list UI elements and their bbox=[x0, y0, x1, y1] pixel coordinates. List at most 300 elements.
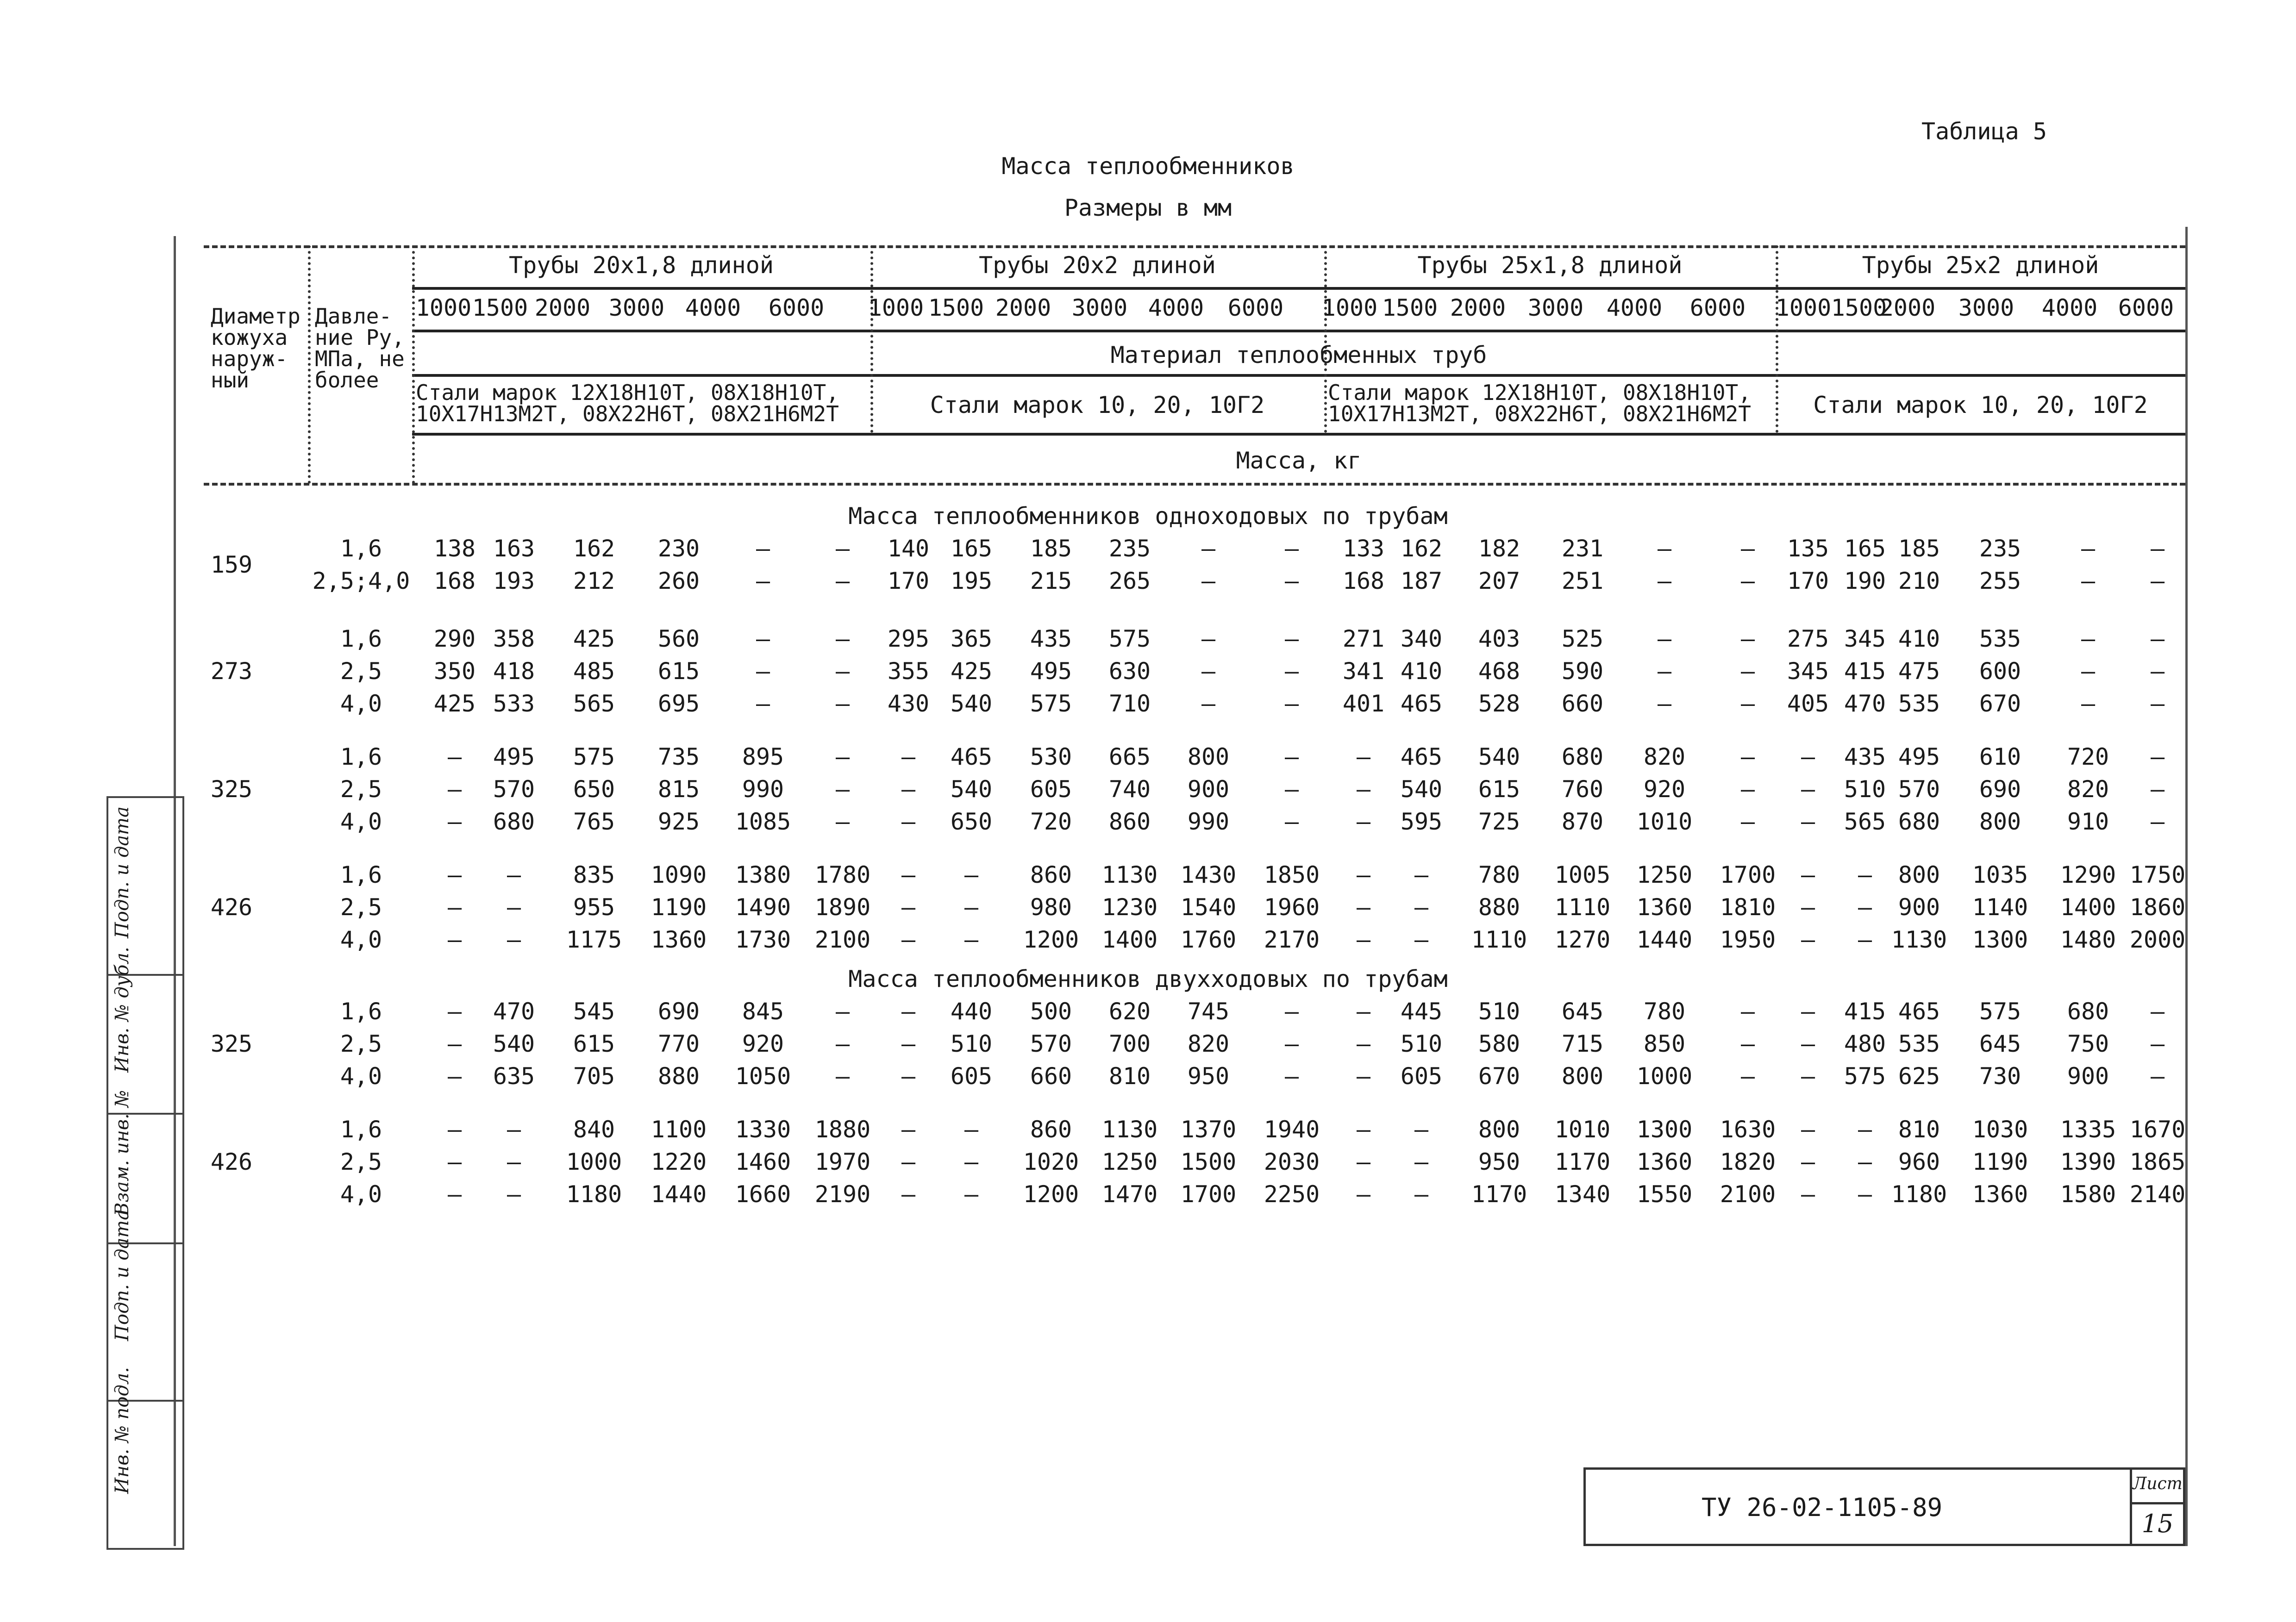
mass-cell: – bbox=[756, 535, 770, 562]
mass-cell: 210 bbox=[1898, 568, 1940, 594]
mass-cell: – bbox=[1657, 535, 1672, 562]
mass-cell: – bbox=[1657, 568, 1672, 594]
mass-cell: – bbox=[964, 861, 979, 888]
mass-cell: – bbox=[1801, 1030, 1815, 1057]
mass-cell: 615 bbox=[1478, 776, 1520, 803]
mass-cell: 165 bbox=[950, 535, 993, 562]
mass-cell: 365 bbox=[950, 625, 993, 652]
mass-cell: 465 bbox=[1400, 743, 1443, 770]
mass-cell: 660 bbox=[1561, 690, 1604, 717]
mass-cell: 1200 bbox=[1023, 926, 1079, 953]
mass-cell: 168 bbox=[433, 568, 476, 594]
length-header-4000: 4000 bbox=[685, 294, 741, 321]
mass-cell: 187 bbox=[1400, 568, 1443, 594]
mass-cell: – bbox=[1740, 1063, 1755, 1090]
mass-cell: 1370 bbox=[1180, 1116, 1237, 1143]
mass-cell: 415 bbox=[1844, 998, 1886, 1025]
mass-cell: 401 bbox=[1342, 690, 1385, 717]
mass-cell: 770 bbox=[657, 1030, 700, 1057]
mass-cell: 535 bbox=[1898, 690, 1940, 717]
mass-cell: 1380 bbox=[735, 861, 791, 888]
mass-cell: – bbox=[901, 894, 916, 921]
mass-cell: – bbox=[1284, 808, 1299, 835]
mass-cell: 1890 bbox=[814, 894, 871, 921]
mass-cell: – bbox=[964, 1181, 979, 1208]
group-rule bbox=[412, 287, 2185, 290]
mass-cell: – bbox=[1801, 743, 1815, 770]
mass-cell: 1340 bbox=[1554, 1181, 1611, 1208]
mass-cell: 528 bbox=[1478, 690, 1520, 717]
mass-cell: 1460 bbox=[735, 1148, 791, 1175]
mass-cell: – bbox=[1201, 535, 1216, 562]
mass-cell: 207 bbox=[1478, 568, 1520, 594]
mass-cell: – bbox=[1414, 1181, 1429, 1208]
mass-cell: – bbox=[1356, 998, 1371, 1025]
mass-cell: 720 bbox=[2067, 743, 2109, 770]
mass-cell: 1490 bbox=[735, 894, 791, 921]
group-header-20x2: Трубы 20х2 длиной bbox=[979, 252, 1216, 279]
mass-cell: 185 bbox=[1898, 535, 1940, 562]
mass-cell: 170 bbox=[887, 568, 930, 594]
mass-cell: 265 bbox=[1108, 568, 1151, 594]
mass-cell: 960 bbox=[1898, 1148, 1940, 1175]
mass-cell: 670 bbox=[1979, 690, 2021, 717]
mass-cell: 410 bbox=[1400, 658, 1443, 685]
mass-cell: 860 bbox=[1108, 808, 1151, 835]
mass-cell: 950 bbox=[1187, 1063, 1230, 1090]
mass-cell: – bbox=[1414, 1116, 1429, 1143]
mass-cell: 630 bbox=[1108, 658, 1151, 685]
mass-cell: 615 bbox=[573, 1030, 615, 1057]
mass-cell: – bbox=[756, 568, 770, 594]
mass-cell: 810 bbox=[1108, 1063, 1151, 1090]
mass-cell: – bbox=[2150, 625, 2165, 652]
mass-cell: – bbox=[1356, 1181, 1371, 1208]
mass-cell: 1110 bbox=[1554, 894, 1611, 921]
mass-cell: 170 bbox=[1787, 568, 1829, 594]
mass-cell: 235 bbox=[1108, 535, 1151, 562]
pressure-value: 1,6 bbox=[340, 625, 382, 652]
mass-cell: – bbox=[2150, 568, 2165, 594]
mass-cell: 2140 bbox=[2129, 1181, 2186, 1208]
sidebar-label-3: Взам. инв. № bbox=[112, 1090, 133, 1216]
mass-cell: 468 bbox=[1478, 658, 1520, 685]
mass-cell: 480 bbox=[1844, 1030, 1886, 1057]
mass-cell: 340 bbox=[1400, 625, 1443, 652]
mass-cell: 900 bbox=[2067, 1063, 2109, 1090]
mass-cell: 690 bbox=[1979, 776, 2021, 803]
mass-cell: 645 bbox=[1561, 998, 1604, 1025]
mass-cell: 1865 bbox=[2129, 1148, 2186, 1175]
mass-cell: – bbox=[1801, 894, 1815, 921]
pressure-value: 4,0 bbox=[340, 690, 382, 717]
mass-cell: 1750 bbox=[2129, 861, 2186, 888]
length-header-3000: 3000 bbox=[1527, 294, 1584, 321]
sheet-divider bbox=[2132, 1502, 2183, 1504]
mass-cell: 418 bbox=[493, 658, 535, 685]
material-carbon-2: Стали марок 10, 20, 10Г2 bbox=[1813, 392, 2148, 418]
mass-cell: 860 bbox=[1030, 861, 1072, 888]
mass-cell: – bbox=[447, 894, 462, 921]
mass-cell: – bbox=[507, 861, 521, 888]
mass-cell: 570 bbox=[493, 776, 535, 803]
mass-cell: – bbox=[1858, 861, 1872, 888]
mass-cell: – bbox=[507, 1181, 521, 1208]
mass-cell: 1140 bbox=[1972, 894, 2028, 921]
mass-cell: 475 bbox=[1898, 658, 1940, 685]
units-subtitle: Размеры в мм bbox=[1064, 194, 1232, 221]
sidebar-label-2: Инв. № дубл. bbox=[112, 947, 133, 1073]
mass-cell: 1335 bbox=[2060, 1116, 2116, 1143]
mass-cell: 2030 bbox=[1264, 1148, 1320, 1175]
length-header-1000: 1000 bbox=[415, 294, 472, 321]
length-header-2000: 2000 bbox=[534, 294, 591, 321]
mass-cell: – bbox=[1356, 808, 1371, 835]
mass-cell: 725 bbox=[1478, 808, 1520, 835]
mass-cell: – bbox=[1284, 776, 1299, 803]
mass-cell: 355 bbox=[887, 658, 930, 685]
mass-cell: 665 bbox=[1108, 743, 1151, 770]
length-header-3000: 3000 bbox=[1958, 294, 2014, 321]
mass-cell: – bbox=[1858, 894, 1872, 921]
mass-cell: 2190 bbox=[814, 1181, 871, 1208]
mass-cell: 138 bbox=[433, 535, 476, 562]
mass-cell: 195 bbox=[950, 568, 993, 594]
mass-cell: – bbox=[835, 743, 850, 770]
mass-cell: 605 bbox=[1400, 1063, 1443, 1090]
mass-cell: – bbox=[1657, 658, 1672, 685]
mass-cell: – bbox=[447, 998, 462, 1025]
mass-cell: – bbox=[1414, 926, 1429, 953]
mass-cell: 695 bbox=[657, 690, 700, 717]
mass-cell: 1390 bbox=[2060, 1148, 2116, 1175]
pressure-value: 4,0 bbox=[340, 808, 382, 835]
mass-cell: 895 bbox=[742, 743, 784, 770]
group-header-25x1-8: Трубы 25х1,8 длиной bbox=[1417, 252, 1683, 279]
shell-diameter: 159 bbox=[210, 551, 253, 578]
pressure-value: 2,5 bbox=[340, 1030, 382, 1057]
mass-cell: 230 bbox=[657, 535, 700, 562]
document-title: Масса теплообменников bbox=[1001, 153, 1295, 180]
mass-cell: 1130 bbox=[1101, 1116, 1158, 1143]
mass-cell: 1360 bbox=[1972, 1181, 2028, 1208]
mass-cell: 1470 bbox=[1101, 1181, 1158, 1208]
pressure-value: 1,6 bbox=[340, 743, 382, 770]
length-header-1500: 1500 bbox=[928, 294, 984, 321]
mass-cell: – bbox=[2150, 535, 2165, 562]
mass-cell: 1360 bbox=[1636, 1148, 1693, 1175]
mass-cell: 1250 bbox=[1101, 1148, 1158, 1175]
mass-cell: 495 bbox=[1030, 658, 1072, 685]
mass-cell: 820 bbox=[1643, 743, 1686, 770]
mass-cell: – bbox=[1801, 1148, 1815, 1175]
right-border bbox=[2185, 227, 2188, 1546]
mass-cell: – bbox=[2150, 1030, 2165, 1057]
mass-cell: – bbox=[1356, 1030, 1371, 1057]
sheet-box bbox=[2130, 1470, 2183, 1544]
mass-cell: 1170 bbox=[1554, 1148, 1611, 1175]
mass-cell: 1630 bbox=[1720, 1116, 1776, 1143]
mass-cell: 1500 bbox=[1180, 1148, 1237, 1175]
material-stainless-1: Стали марок 12Х18Н10Т, 08Х18Н10Т, 10Х17Н13М2Т, 08Х22Н6Т, 08Х21Н6М2Т bbox=[416, 380, 839, 426]
mass-cell: 680 bbox=[2067, 998, 2109, 1025]
mass-cell: – bbox=[1801, 998, 1815, 1025]
mass-cell: 275 bbox=[1787, 625, 1829, 652]
mass-cell: 720 bbox=[1030, 808, 1072, 835]
mass-cell: – bbox=[1284, 568, 1299, 594]
mass-cell: – bbox=[1284, 743, 1299, 770]
mass-cell: – bbox=[901, 1148, 916, 1175]
mass-cell: – bbox=[756, 690, 770, 717]
sheet-label: Лист bbox=[2133, 1474, 2183, 1493]
mass-cell: 1550 bbox=[1636, 1181, 1693, 1208]
mass-cell: 1000 bbox=[1636, 1063, 1693, 1090]
mass-cell: – bbox=[1414, 894, 1429, 921]
mass-cell: – bbox=[901, 776, 916, 803]
mass-cell: 1480 bbox=[2060, 926, 2116, 953]
mass-cell: 735 bbox=[657, 743, 700, 770]
mass-cell: 780 bbox=[1643, 998, 1686, 1025]
mass-cell: – bbox=[1284, 658, 1299, 685]
mass-cell: 990 bbox=[1187, 808, 1230, 835]
mass-cell: – bbox=[1740, 1030, 1755, 1057]
mass-cell: 1360 bbox=[1636, 894, 1693, 921]
mass-cell: 410 bbox=[1898, 625, 1940, 652]
mass-cell: – bbox=[835, 568, 850, 594]
mass-cell: 435 bbox=[1844, 743, 1886, 770]
mass-cell: 1290 bbox=[2060, 861, 2116, 888]
mass-cell: – bbox=[1356, 926, 1371, 953]
mass-cell: 920 bbox=[1643, 776, 1686, 803]
mass-cell: 485 bbox=[573, 658, 615, 685]
header-divider-diameter bbox=[308, 245, 311, 484]
mass-cell: 880 bbox=[657, 1063, 700, 1090]
length-header-3000: 3000 bbox=[608, 294, 665, 321]
mass-cell: 1300 bbox=[1972, 926, 2028, 953]
mass-cell: – bbox=[447, 808, 462, 835]
length-header-2000: 2000 bbox=[1879, 294, 1936, 321]
mass-cell: – bbox=[447, 1030, 462, 1057]
mass-cell: – bbox=[1356, 1063, 1371, 1090]
mass-cell: 163 bbox=[493, 535, 535, 562]
mass-cell: – bbox=[756, 625, 770, 652]
mass-cell: 435 bbox=[1030, 625, 1072, 652]
mass-cell: 1005 bbox=[1554, 861, 1611, 888]
mass-cell: 500 bbox=[1030, 998, 1072, 1025]
mass-cell: – bbox=[1740, 625, 1755, 652]
mass-cell: – bbox=[1201, 658, 1216, 685]
mass-cell: 1010 bbox=[1636, 808, 1693, 835]
mass-cell: – bbox=[1801, 1116, 1815, 1143]
mass-cell: 1760 bbox=[1180, 926, 1237, 953]
mass-cell: 1050 bbox=[735, 1063, 791, 1090]
mass-cell: 545 bbox=[573, 998, 615, 1025]
mass-cell: – bbox=[1858, 1148, 1872, 1175]
mass-cell: 465 bbox=[1898, 998, 1940, 1025]
mass-cell: 525 bbox=[1561, 625, 1604, 652]
mass-cell: – bbox=[1356, 743, 1371, 770]
header-bottom-rule bbox=[204, 483, 2185, 486]
mass-cell: 168 bbox=[1342, 568, 1385, 594]
mass-cell: 1230 bbox=[1101, 894, 1158, 921]
mass-cell: 575 bbox=[1108, 625, 1151, 652]
mass-cell: 1780 bbox=[814, 861, 871, 888]
mass-cell: 540 bbox=[950, 690, 993, 717]
mass-cell: 215 bbox=[1030, 568, 1072, 594]
mass-cell: – bbox=[1801, 926, 1815, 953]
mass-cell: 645 bbox=[1979, 1030, 2021, 1057]
mass-cell: – bbox=[1858, 1116, 1872, 1143]
mass-cell: – bbox=[2081, 690, 2096, 717]
pressure-value: 2,5 bbox=[340, 1148, 382, 1175]
mass-cell: 1960 bbox=[1264, 894, 1320, 921]
mass-cell: 1250 bbox=[1636, 861, 1693, 888]
length-header-6000: 6000 bbox=[1227, 294, 1284, 321]
mass-cell: 590 bbox=[1561, 658, 1604, 685]
mass-cell: 750 bbox=[2067, 1030, 2109, 1057]
mass-cell: 575 bbox=[1030, 690, 1072, 717]
mass-cell: 212 bbox=[573, 568, 615, 594]
mass-cell: 295 bbox=[887, 625, 930, 652]
mass-cell: 1540 bbox=[1180, 894, 1237, 921]
mass-cell: 860 bbox=[1030, 1116, 1072, 1143]
mass-cell: 1700 bbox=[1720, 861, 1776, 888]
mass-cell: – bbox=[1201, 690, 1216, 717]
mass-cell: – bbox=[964, 1116, 979, 1143]
mass-cell: – bbox=[1356, 894, 1371, 921]
mass-cell: 1400 bbox=[1101, 926, 1158, 953]
mass-cell: 1300 bbox=[1636, 1116, 1693, 1143]
mass-cell: – bbox=[835, 625, 850, 652]
mass-cell: 605 bbox=[1030, 776, 1072, 803]
mass-cell: 1730 bbox=[735, 926, 791, 953]
mass-cell: 1020 bbox=[1023, 1148, 1079, 1175]
length-header-6000: 6000 bbox=[768, 294, 825, 321]
mass-cell: – bbox=[1657, 625, 1672, 652]
mass-cell: – bbox=[964, 894, 979, 921]
mass-cell: 185 bbox=[1030, 535, 1072, 562]
mass-cell: 1190 bbox=[1972, 1148, 2028, 1175]
mass-cell: 730 bbox=[1979, 1063, 2021, 1090]
mass-cell: 605 bbox=[950, 1063, 993, 1090]
mass-cell: 430 bbox=[887, 690, 930, 717]
mass-cell: 650 bbox=[950, 808, 993, 835]
mass-cell: – bbox=[447, 743, 462, 770]
mass-cell: – bbox=[507, 1148, 521, 1175]
mass-cell: – bbox=[835, 776, 850, 803]
mass-label: Масса, кг bbox=[1236, 447, 1362, 474]
mass-cell: – bbox=[835, 690, 850, 717]
mass-cell: 705 bbox=[573, 1063, 615, 1090]
length-header-6000: 6000 bbox=[1689, 294, 1746, 321]
mass-cell: 535 bbox=[1979, 625, 2021, 652]
mass-cell: 1430 bbox=[1180, 861, 1237, 888]
mass-cell: – bbox=[447, 776, 462, 803]
mass-cell: 495 bbox=[493, 743, 535, 770]
mass-cell: 565 bbox=[1844, 808, 1886, 835]
mass-cell: 2100 bbox=[1720, 1181, 1776, 1208]
mass-cell: 540 bbox=[1478, 743, 1520, 770]
mass-cell: – bbox=[835, 998, 850, 1025]
mass-cell: 745 bbox=[1187, 998, 1230, 1025]
mass-cell: 1970 bbox=[814, 1148, 871, 1175]
mass-cell: – bbox=[1201, 625, 1216, 652]
mass-cell: – bbox=[447, 1116, 462, 1143]
mass-cell: – bbox=[901, 1181, 916, 1208]
mass-cell: 900 bbox=[1898, 894, 1940, 921]
mass-cell: 1175 bbox=[566, 926, 622, 953]
sidebar-label-1: Подп. и дата bbox=[112, 806, 133, 938]
mass-cell: – bbox=[2150, 743, 2165, 770]
mass-cell: – bbox=[1414, 1148, 1429, 1175]
mass-cell: – bbox=[1284, 690, 1299, 717]
mass-cell: 575 bbox=[573, 743, 615, 770]
header-diameter: Диаметр кожуха наруж- ный bbox=[211, 304, 300, 393]
mass-cell: – bbox=[964, 1148, 979, 1175]
mass-cell: 271 bbox=[1342, 625, 1385, 652]
mass-cell: 540 bbox=[950, 776, 993, 803]
mass-cell: 193 bbox=[493, 568, 535, 594]
mass-cell: 1880 bbox=[814, 1116, 871, 1143]
mass-cell: 1330 bbox=[735, 1116, 791, 1143]
mass-cell: 425 bbox=[433, 690, 476, 717]
mass-cell: 1360 bbox=[651, 926, 707, 953]
mass-cell: 1950 bbox=[1720, 926, 1776, 953]
mass-cell: 405 bbox=[1787, 690, 1829, 717]
mass-cell: – bbox=[901, 1030, 916, 1057]
mass-cell: – bbox=[1356, 1148, 1371, 1175]
mass-cell: – bbox=[901, 926, 916, 953]
mass-cell: 162 bbox=[573, 535, 615, 562]
mass-cell: 1200 bbox=[1023, 1181, 1079, 1208]
mass-cell: 680 bbox=[1561, 743, 1604, 770]
mass-cell: 715 bbox=[1561, 1030, 1604, 1057]
mass-cell: – bbox=[1740, 808, 1755, 835]
length-header-1000: 1000 bbox=[1321, 294, 1378, 321]
mass-cell: 595 bbox=[1400, 808, 1443, 835]
mass-cell: – bbox=[447, 1148, 462, 1175]
mass-cell: – bbox=[901, 861, 916, 888]
mass-cell: 955 bbox=[573, 894, 615, 921]
mass-cell: – bbox=[1356, 1116, 1371, 1143]
mass-cell: 1190 bbox=[651, 894, 707, 921]
mass-cell: – bbox=[1801, 1181, 1815, 1208]
mass-cell: – bbox=[2150, 658, 2165, 685]
mass-cell: 1180 bbox=[566, 1181, 622, 1208]
mass-cell: 1700 bbox=[1180, 1181, 1237, 1208]
mass-cell: – bbox=[835, 808, 850, 835]
mass-cell: 670 bbox=[1478, 1063, 1520, 1090]
mass-cell: 190 bbox=[1844, 568, 1886, 594]
mass-cell: 133 bbox=[1342, 535, 1385, 562]
mass-cell: 835 bbox=[573, 861, 615, 888]
mass-cell: 1085 bbox=[735, 808, 791, 835]
mass-cell: 510 bbox=[950, 1030, 993, 1057]
mass-cell: – bbox=[835, 1063, 850, 1090]
mass-cell: 510 bbox=[1478, 998, 1520, 1025]
group-header-25x2: Трубы 25х2 длиной bbox=[1862, 252, 2099, 279]
mass-cell: 850 bbox=[1643, 1030, 1686, 1057]
mass-cell: 690 bbox=[657, 998, 700, 1025]
shell-diameter: 325 bbox=[210, 1030, 253, 1057]
mass-cell: 820 bbox=[2067, 776, 2109, 803]
mass-cell: – bbox=[447, 926, 462, 953]
mass-cell: 615 bbox=[657, 658, 700, 685]
mass-cell: 680 bbox=[493, 808, 535, 835]
header-pressure: Давле- ние Ру, МПа, не более bbox=[315, 304, 405, 393]
mass-cell: 470 bbox=[493, 998, 535, 1025]
mass-cell: 990 bbox=[742, 776, 784, 803]
